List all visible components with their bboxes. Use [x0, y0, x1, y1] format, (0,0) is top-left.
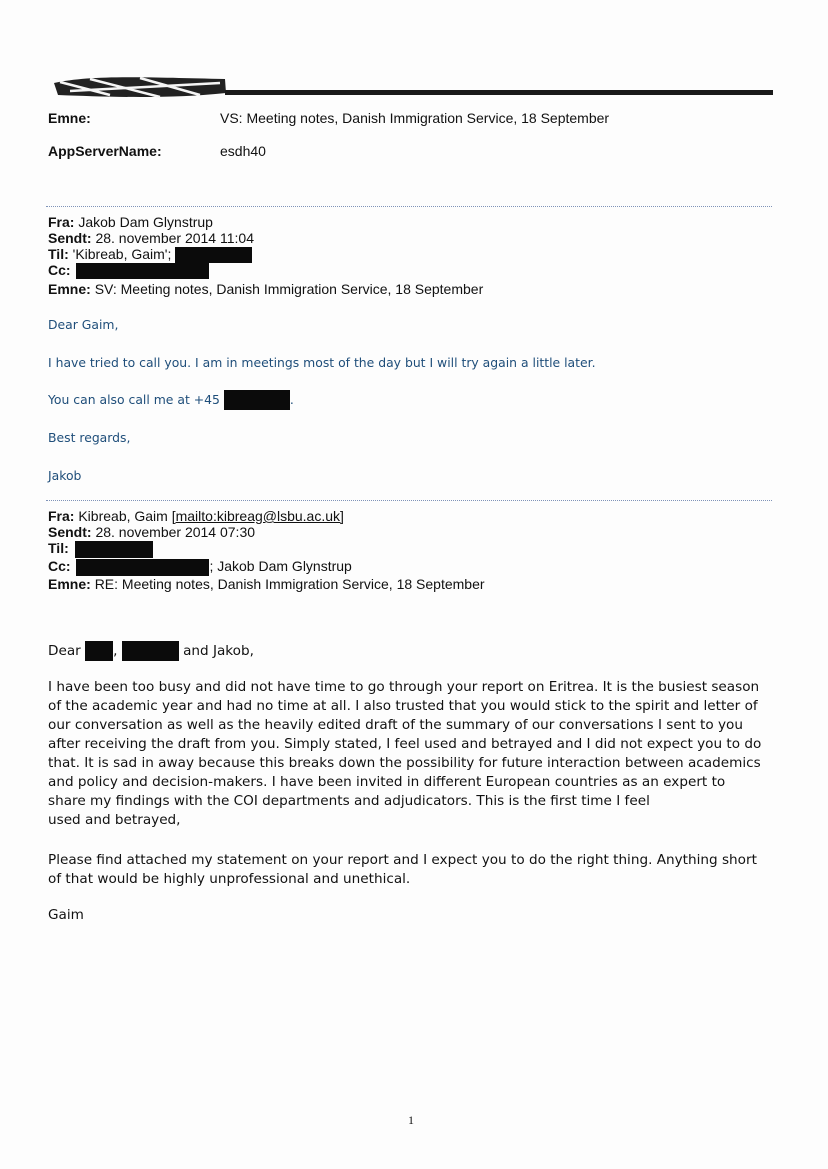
email1-sent-row — [48, 231, 254, 247]
server-label: AppServerName: — [48, 143, 162, 159]
subject-label: Emne: — [48, 110, 91, 126]
email2-greeting-comma: , — [113, 643, 118, 659]
email2-para1-line: that. It is sad in away because this breaks down the possibility for future interaction between academics — [48, 755, 761, 771]
email2-subject: RE: Meeting notes, Danish Immigration Service, 18 September — [94, 576, 485, 592]
email1-sent-label: Sendt: — [48, 230, 92, 246]
redaction-scribble — [50, 73, 230, 101]
email2-to-row — [48, 541, 153, 558]
redaction-block — [76, 559, 209, 576]
email1-subject: SV: Meeting notes, Danish Immigration Service, 18 September — [94, 281, 484, 297]
email2-signature: Gaim — [48, 907, 84, 923]
email2-mailto-link[interactable]: [mailto:kibreag@lsbu.ac.uk] — [171, 508, 344, 524]
email1-subject-row — [48, 282, 483, 298]
email1-line2 — [48, 392, 294, 410]
subject-value: VS: Meeting notes, Danish Immigration Service, 18 September — [220, 110, 610, 126]
redaction-block — [122, 641, 179, 661]
email1-subject-label: Emne: — [48, 281, 91, 297]
email2-para1-line: share my findings with the COI departments and adjudicators. This is the first time I feel — [48, 793, 650, 809]
email2-sent-row — [48, 525, 255, 541]
email1-line1: I have tried to call you. I am in meetings most of the day but I will try again a little later. — [48, 355, 596, 370]
email2-para1-line: I have been too busy and did not have time to go through your report on Eritrea. It is the busiest season — [48, 679, 760, 695]
redaction-block — [76, 263, 209, 279]
email1-greeting: Dear Gaim, — [48, 317, 119, 332]
email2-cc-label: Cc: — [48, 558, 71, 574]
email1-line2-prefix: You can also call me at +45 — [48, 392, 220, 407]
email2-greeting-suffix: and Jakob, — [183, 643, 254, 659]
redaction-block — [224, 390, 290, 410]
redaction-block — [175, 247, 252, 263]
email2-para2-line: Please find attached my statement on your report and I expect you to do the right thing. Anything short — [48, 852, 757, 868]
email2-greeting-prefix: Dear — [48, 643, 81, 659]
email2-from: Kibreab, Gaim — [78, 508, 168, 524]
email1-line2-suffix: . — [289, 392, 294, 407]
email2-sent: 28. november 2014 07:30 — [95, 524, 256, 540]
email2-para1-line: of the academic year and had no time at all. I also trusted that you would stick to the spirit and letter of — [48, 698, 758, 714]
email2-para1-line: and policy and decision-makers. I have been invited in different European countries as an expert to — [48, 774, 726, 790]
email1-to: 'Kibreab, Gaim'; — [72, 246, 172, 262]
email2-para2-line: of that would be highly unprofessional and unethical. — [48, 871, 411, 887]
email2-sent-label: Sendt: — [48, 524, 92, 540]
email1-cc-label: Cc: — [48, 262, 71, 278]
email1-cc-row — [48, 263, 209, 279]
separator-2 — [46, 500, 772, 501]
email2-cc-row — [48, 559, 352, 576]
email2-subject-row — [48, 577, 485, 593]
email2-to-label: Til: — [48, 540, 69, 556]
email2-subject-label: Emne: — [48, 576, 91, 592]
separator-1 — [46, 206, 772, 207]
email2-para1-line: used and betrayed, — [48, 812, 181, 828]
email2-cc-suffix: ; Jakob Dam Glynstrup — [209, 558, 352, 574]
email2-from-label: Fra: — [48, 508, 75, 524]
email1-signature: Jakob — [48, 468, 82, 483]
page-number: 1 — [408, 1113, 414, 1127]
email1-from-row — [48, 215, 213, 231]
email2-greeting — [48, 643, 254, 661]
header-rule — [225, 90, 773, 95]
email1-closing: Best regards, — [48, 430, 131, 445]
email1-to-row — [48, 247, 252, 263]
server-value: esdh40 — [220, 143, 266, 159]
redaction-block — [75, 541, 153, 558]
email1-from: Jakob Dam Glynstrup — [78, 214, 213, 230]
email1-from-label: Fra: — [48, 214, 75, 230]
email2-para1-line: after receiving the draft from you. Simply stated, I feel used and betrayed and I did not expect you to do — [48, 736, 762, 752]
email2-para1-line: our conversation as well as the heavily edited draft of the summary of our conversations I sent to you — [48, 717, 743, 733]
redaction-block — [85, 641, 113, 661]
email1-to-label: Til: — [48, 246, 69, 262]
email1-sent: 28. november 2014 11:04 — [95, 230, 254, 246]
email2-from-row — [48, 509, 344, 525]
